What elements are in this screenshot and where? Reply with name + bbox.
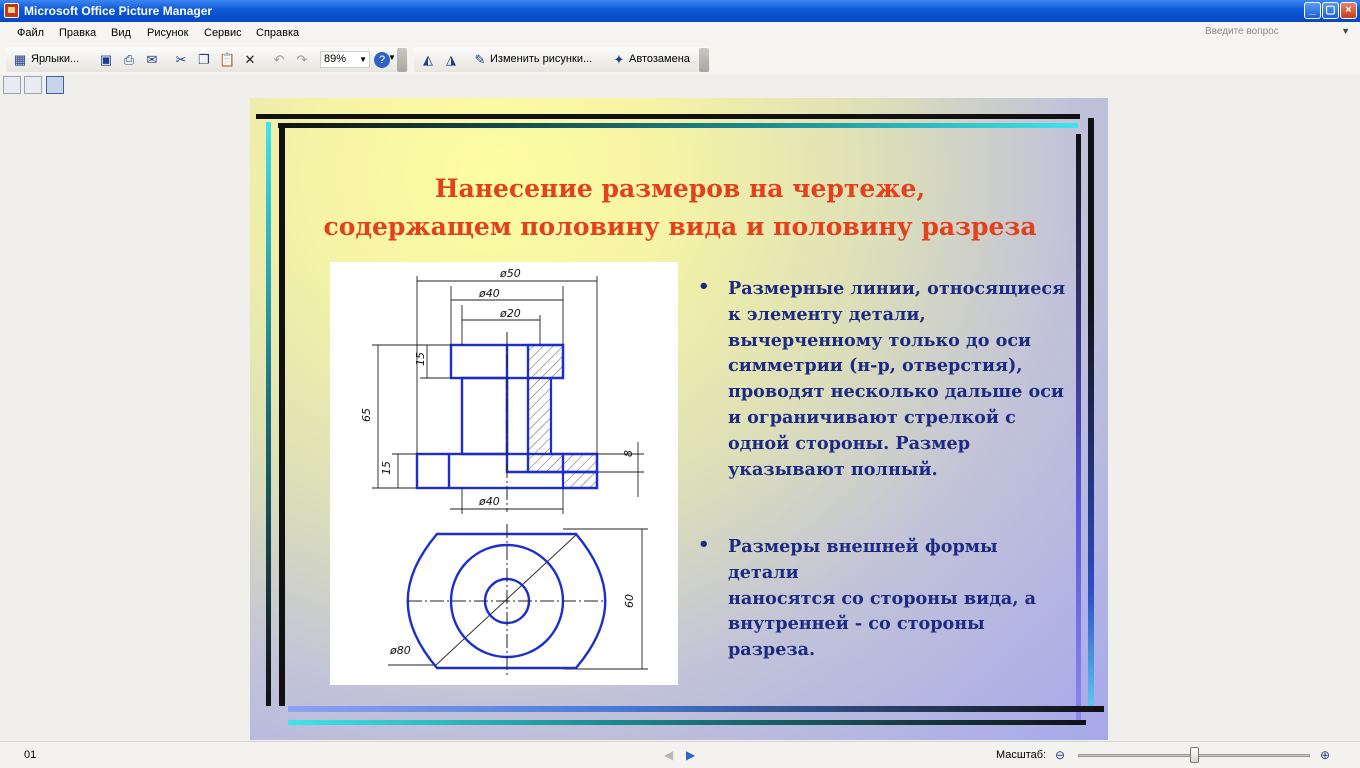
zoom-select[interactable] xyxy=(320,51,370,68)
bullet1-line: Размерные линии, относящиеся xyxy=(728,278,1066,299)
bullet2-text xyxy=(728,534,1073,663)
menu-file[interactable]: Файл xyxy=(17,27,45,39)
bullet1-text xyxy=(728,276,1073,482)
zoom-out-icon[interactable]: ⊖ xyxy=(1054,748,1066,762)
edit-pictures-icon: ✎ xyxy=(474,52,486,67)
frame-bar xyxy=(1088,118,1094,708)
ask-question-placeholder: Введите вопрос xyxy=(1205,26,1279,37)
close-button[interactable]: × xyxy=(1340,2,1357,19)
menu-picture[interactable]: Рисунок xyxy=(147,27,189,39)
minimize-button[interactable]: _ xyxy=(1304,2,1321,19)
frame-bar xyxy=(288,706,1104,712)
menu-help[interactable]: Справка xyxy=(256,27,300,39)
zoom-slider-thumb[interactable] xyxy=(1190,747,1199,763)
print-icon[interactable]: ⎙ xyxy=(123,52,135,67)
zoom-in-icon[interactable]: ⊕ xyxy=(1319,748,1331,762)
dim-label-d40-top: ø40 xyxy=(479,287,500,300)
edit-pictures-button[interactable]: Изменить рисунки... xyxy=(490,53,593,65)
picture-number: 01 xyxy=(24,749,37,761)
bullet-marker: • xyxy=(698,276,710,297)
window-title: Microsoft Office Picture Manager xyxy=(24,4,213,18)
bullet1-line: одной стороны. Размер xyxy=(728,432,971,454)
dim-label-d40-bottom: ø40 xyxy=(479,495,500,508)
menu-view[interactable]: Вид xyxy=(111,27,131,39)
view-mode-bar xyxy=(0,74,1360,96)
dim-label-h65: 65 xyxy=(360,408,373,422)
autocorrect-button[interactable]: Автозамена xyxy=(629,53,690,65)
autocorrect-icon: ✦ xyxy=(613,52,625,67)
previous-picture-icon[interactable]: ◀ xyxy=(664,748,674,762)
bullet2-line: внутренней - со стороны разреза. xyxy=(728,613,985,661)
chevron-down-icon[interactable]: ▼ xyxy=(388,53,396,62)
zoom-value: 89% xyxy=(324,53,347,65)
help-icon[interactable]: ? xyxy=(374,52,390,68)
frame-bar xyxy=(288,720,1086,725)
shortcuts-icon: ▦ xyxy=(13,52,27,67)
frame-bar xyxy=(278,123,1078,128)
bullet1-line: к элементу детали, xyxy=(728,303,926,325)
maximize-button[interactable]: ▢ xyxy=(1322,2,1339,19)
dim-label-h15-top: 15 xyxy=(414,352,427,366)
next-picture-icon[interactable]: ▶ xyxy=(686,748,696,762)
single-picture-view-icon[interactable] xyxy=(46,76,64,94)
delete-icon[interactable]: ✕ xyxy=(244,52,256,67)
frame-bar xyxy=(266,122,271,706)
menu-edit[interactable]: Правка xyxy=(59,27,97,39)
rotate-left-icon[interactable]: ◭ xyxy=(423,52,433,67)
menu-bar xyxy=(0,22,1360,44)
dim-label-d50: ø50 xyxy=(500,267,521,280)
picture-manager-app-icon[interactable] xyxy=(4,3,19,18)
frame-bar xyxy=(279,126,285,706)
status-bar xyxy=(0,741,1360,768)
bullet1-line: и ограничивают стрелкой с xyxy=(728,406,1016,428)
slide-picture xyxy=(250,98,1108,740)
ask-question-box[interactable] xyxy=(1205,26,1350,42)
picture-viewer xyxy=(0,96,1360,741)
frame-bar xyxy=(1076,134,1081,720)
dim-label-d80: ø80 xyxy=(390,644,411,657)
frame-bar xyxy=(256,114,1080,119)
filmstrip-view-icon[interactable] xyxy=(24,76,42,94)
bullet2-line: наносятся со стороны вида, а xyxy=(728,587,1036,609)
dim-label-h8: 8 xyxy=(622,450,635,457)
technical-drawing-svg xyxy=(330,262,678,685)
bullet1-line: вычерченному только до оси xyxy=(728,329,1032,351)
dim-label-d20: ø20 xyxy=(500,307,521,320)
bullet1-line: указывают полный. xyxy=(728,458,938,480)
slide-title-line2: содержащем половину вида и половину разреза xyxy=(323,212,1037,241)
section-hatch xyxy=(528,345,597,472)
stem-left-outline xyxy=(462,378,507,454)
slide-title-line1: Нанесение размеров на чертеже, xyxy=(434,174,926,203)
menu-tools[interactable]: Сервис xyxy=(204,27,242,39)
cut-icon[interactable]: ✂ xyxy=(175,52,187,67)
bullet2-line: Размеры внешней формы детали xyxy=(728,536,998,583)
standard-toolbar xyxy=(0,44,1360,74)
toolbar-options-handle[interactable] xyxy=(397,48,407,72)
copy-icon[interactable]: ❐ xyxy=(198,52,210,67)
bullet-marker: • xyxy=(698,534,710,555)
undo-icon[interactable]: ↶ xyxy=(273,52,285,67)
technical-drawing xyxy=(330,262,678,685)
redo-icon[interactable]: ↷ xyxy=(296,52,308,67)
chevron-down-icon: ▼ xyxy=(359,55,367,64)
toolbar-options-handle[interactable] xyxy=(699,48,709,72)
bullet1-line: проводят несколько дальше оси xyxy=(728,381,1064,403)
zoom-label: Масштаб: xyxy=(996,749,1047,761)
shortcuts-button[interactable]: Ярлыки... xyxy=(31,53,80,65)
title-bar xyxy=(0,0,1360,22)
email-icon[interactable]: ✉ xyxy=(146,52,158,67)
dim-label-h15-bottom: 15 xyxy=(380,461,393,475)
bullet1-line: симметрии (н-р, отверстия), xyxy=(728,355,1023,377)
chevron-down-icon[interactable]: ▼ xyxy=(1341,26,1350,36)
paste-icon[interactable]: 📋 xyxy=(219,52,236,67)
dim-label-h60: 60 xyxy=(623,594,636,608)
rotate-right-icon[interactable]: ◮ xyxy=(446,52,456,67)
save-icon[interactable]: ▣ xyxy=(99,52,113,67)
thumbnail-view-icon[interactable] xyxy=(3,76,21,94)
